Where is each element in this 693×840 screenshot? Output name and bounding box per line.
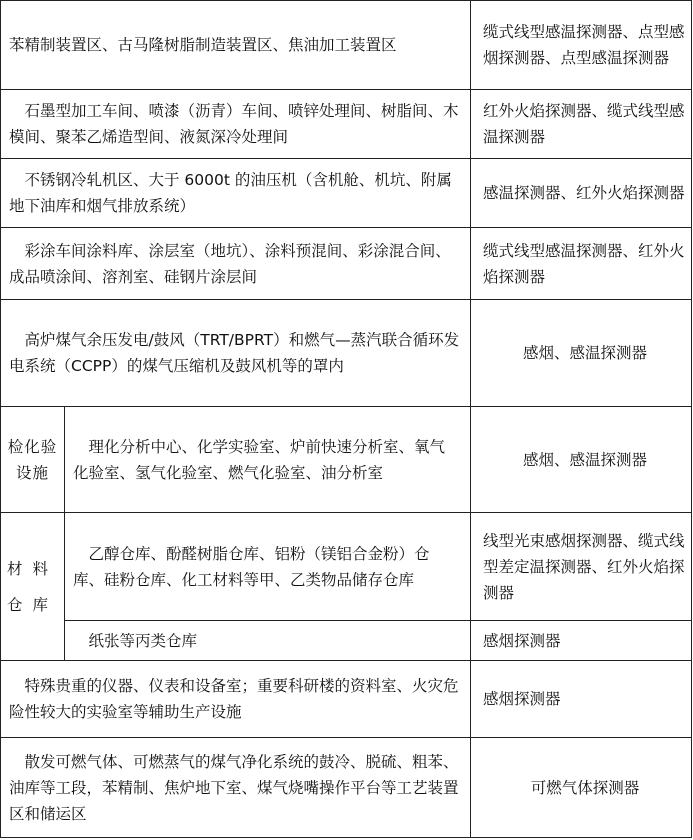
- detector-cell: 可燃气体探测器: [471, 738, 692, 838]
- detector-cell: 感烟、感温探测器: [471, 407, 692, 513]
- table-row: [1, 621, 692, 661]
- place-cell: 散发可燃气体、可燃蒸气的煤气净化系统的鼓冷、脱硫、粗苯、油库等工段，苯精制、焦炉地下室、煤气烧嘴操作平台等工艺装置区和储运区: [1, 738, 471, 838]
- detector-cell: 感烟、感温探测器: [471, 300, 692, 407]
- place-cell: 理化分析中心、化学实验室、炉前快速分析室、氧气化验室、氢气化验室、燃气化验室、油分析室: [65, 407, 471, 513]
- place-cell: 石墨型加工车间、喷漆（沥青）车间、喷锌处理间、树脂间、木模间、聚苯乙烯造型间、液氮深冷处理间: [1, 90, 471, 159]
- detector-cell: 缆式线型感温探测器、红外火焰探测器: [471, 228, 692, 300]
- detector-cell: 缆式线型感温探测器、点型感烟探测器、点型感温探测器: [471, 1, 692, 90]
- place-cell: 特殊贵重的仪器、仪表和设备室；重要科研楼的资料室、火灾危险性较大的实验室等辅助生产设施: [1, 661, 471, 738]
- place-cell: 不锈钢冷轧机区、大于 6000t 的油压机（含机舱、机坑、附属地下油库和烟气排放系统）: [1, 159, 471, 228]
- table-row: [1, 407, 692, 513]
- place-cell: 纸张等丙类仓库: [65, 621, 471, 661]
- detector-cell: 感烟探测器: [471, 621, 692, 661]
- table-row: [1, 738, 692, 838]
- detector-cell: 红外火焰探测器、缆式线型感温探测器: [471, 90, 692, 159]
- detector-cell: 线型光束感烟探测器、缆式线型差定温探测器、红外火焰探测器: [471, 513, 692, 621]
- table-row: [1, 300, 692, 407]
- detector-cell: 感烟探测器: [471, 661, 692, 738]
- table-row: [1, 159, 692, 228]
- place-cell: 彩涂车间涂料库、涂层室（地坑）、涂料预混间、彩涂混合间、成品喷涂间、溶剂室、硅钢片涂层间: [1, 228, 471, 300]
- table-row: [1, 228, 692, 300]
- table-row: [1, 513, 692, 621]
- table-row: [1, 90, 692, 159]
- place-cell: 乙醇仓库、酚醛树脂仓库、铝粉（镁铝合金粉）仓库、硅粉仓库、化工材料等甲、乙类物品储存仓库: [65, 513, 471, 621]
- detector-cell: 感温探测器、红外火焰探测器: [471, 159, 692, 228]
- place-cell: 苯精制装置区、古马隆树脂制造装置区、焦油加工装置区: [1, 1, 471, 90]
- table-row: [1, 661, 692, 738]
- place-cell: 高炉煤气余压发电/鼓风（TRT/BPRT）和燃气—蒸汽联合循环发电系统（CCPP）的煤气压缩机及鼓风机等的罩内: [1, 300, 471, 407]
- category-cell: 检化验设施: [1, 407, 65, 513]
- table-row: [1, 1, 692, 90]
- category-cell: 材料仓库: [1, 513, 65, 661]
